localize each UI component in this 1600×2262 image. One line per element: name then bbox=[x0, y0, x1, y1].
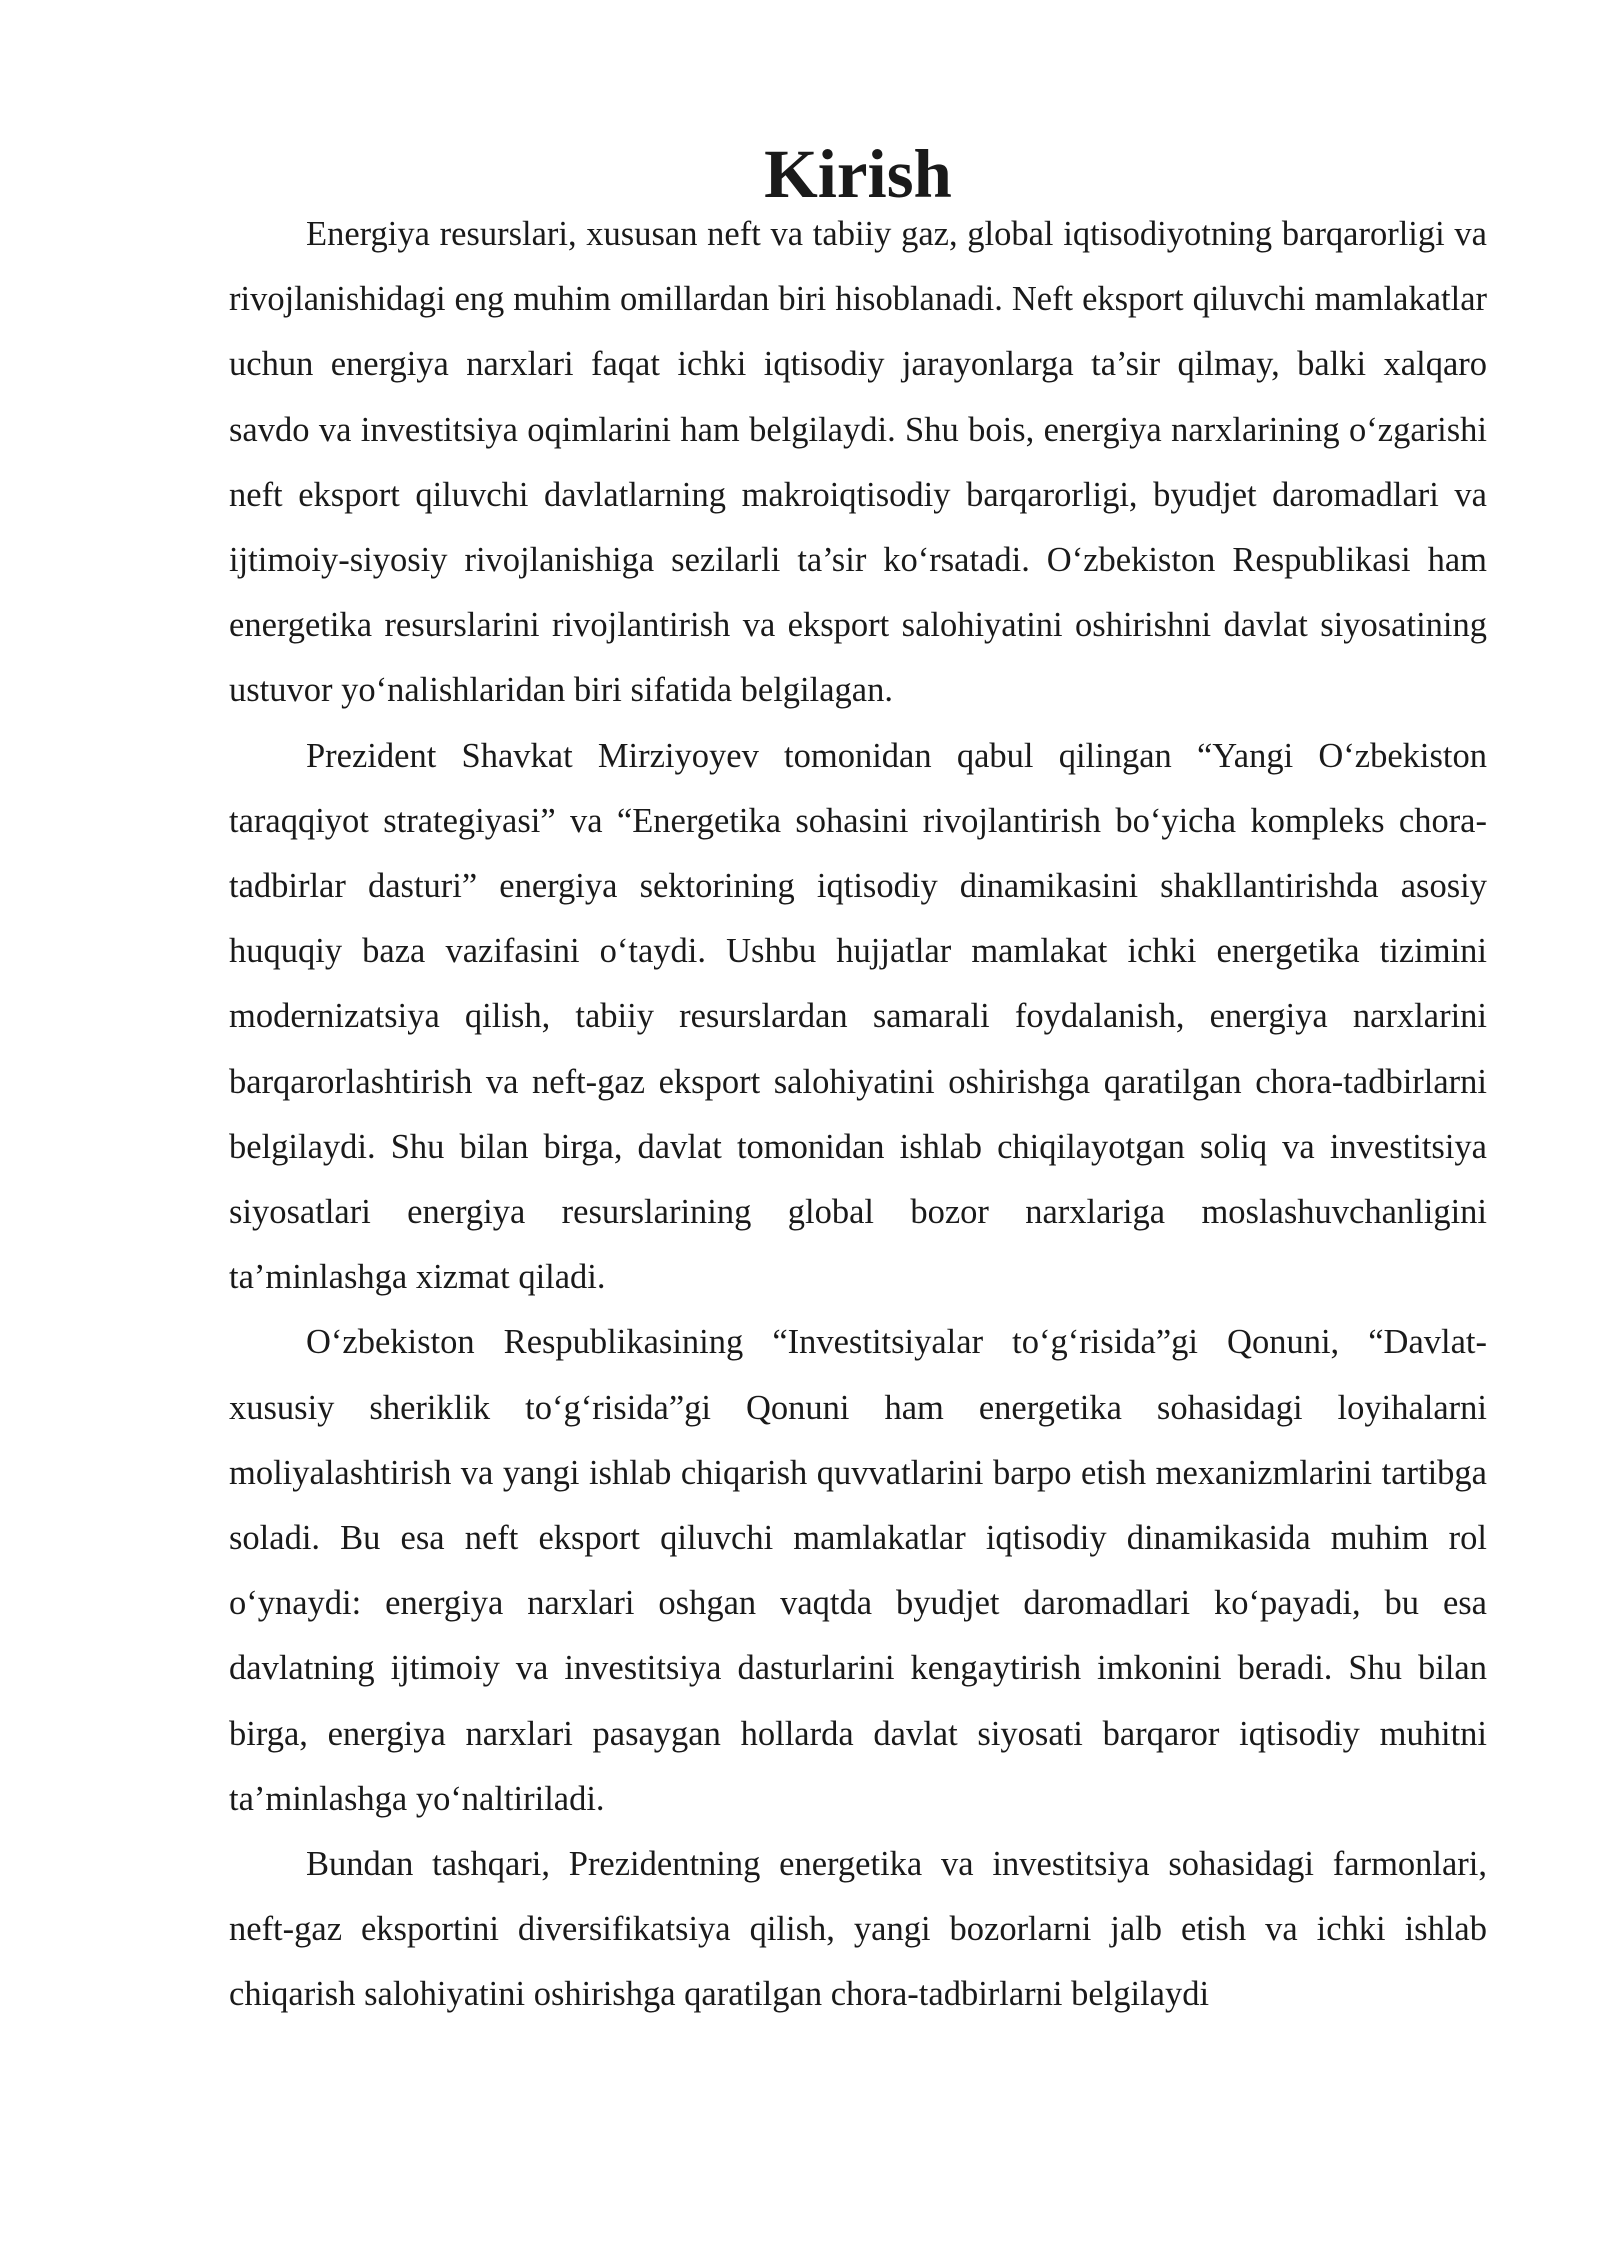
document-body bbox=[229, 136, 1487, 2028]
paragraph-4: Bundan tashqari, Prezidentning energetika va investitsiya sohasidagi farmonlari, neft-gaz eksportini diversifikatsiya qilish, yangi bozorlarni jalb etish va ichki ishlab chiqarish salohiyatini oshirishga qaratilgan chora-tadbirlarni belgilaydi bbox=[229, 1845, 1487, 2014]
paragraph-3: O‘zbekiston Respublikasining “Investitsiyalar to‘g‘risida”gi Qonuni, “Davlat-xususiy sheriklik to‘g‘risida”gi Qonuni ham energetika sohasidagi loyihalarni moliyalashtirish va yangi ishlab chiqarish quvvatlarini barpo etish mexanizmlarini tartibga soladi. Bu esa neft eksport qiluvchi mamlakatlar iqtisodiy dinamikasida muhim rol o‘ynaydi: energiya narxlari oshgan vaqtda byudjet daromadlari ko‘payadi, bu esa davlatning ijtimoiy va investitsiya dasturlarini kengaytirish imkonini beradi. Shu bilan birga, energiya narxlari pasaygan hollarda davlat siyosati barqaror iqtisodiy muhitni ta’minlashga yo‘naltiriladi. bbox=[229, 1323, 1487, 1818]
paragraph-1: Energiya resurslari, xususan neft va tabiiy gaz, global iqtisodiyotning barqarorligi va rivojlanishidagi eng muhim omillardan biri hisoblanadi. Neft eksport qiluvchi mamlakatlar uchun energiya narxlari faqat ichki iqtisodiy jarayonlarga ta’sir qilmay, balki xalqaro savdo va investitsiya oqimlarini ham belgilaydi. Shu bois, energiya narxlarining o‘zgarishi neft eksport qiluvchi davlatlarning makroiqtisodiy barqarorligi, byudjet daromadlari va ijtimoiy-siyosiy rivojlanishiga sezilarli ta’sir ko‘rsatadi. O‘zbekiston Respublikasi ham energetika resurslarini rivojlantirish va eksport salohiyatini oshirishni davlat siyosatining ustuvor yo‘nalishlaridan biri sifatida belgilagan. bbox=[229, 215, 1487, 710]
section-title: Kirish bbox=[764, 136, 952, 212]
paragraph-2: Prezident Shavkat Mirziyoyev tomonidan qabul qilingan “Yangi O‘zbekiston taraqqiyot strategiyasi” va “Energetika sohasini rivojlantirish bo‘yicha kompleks chora-tadbirlar dasturi” energiya sektorining iqtisodiy dinamikasini shakllantirishda asosiy huquqiy baza vazifasini o‘taydi. Ushbu hujjatlar mamlakat ichki energetika tizimini modernizatsiya qilish, tabiiy resurslardan samarali foydalanish, energiya narxlarini barqarorlashtirish va neft-gaz eksport salohiyatini oshirishga qaratilgan chora-tadbirlarni belgilaydi. Shu bilan birga, davlat tomonidan ishlab chiqilayotgan soliq va investitsiya siyosatlari energiya resurslarining global bozor narxlariga moslashuvchanligini ta’minlashga xizmat qiladi. bbox=[229, 736, 1487, 1297]
